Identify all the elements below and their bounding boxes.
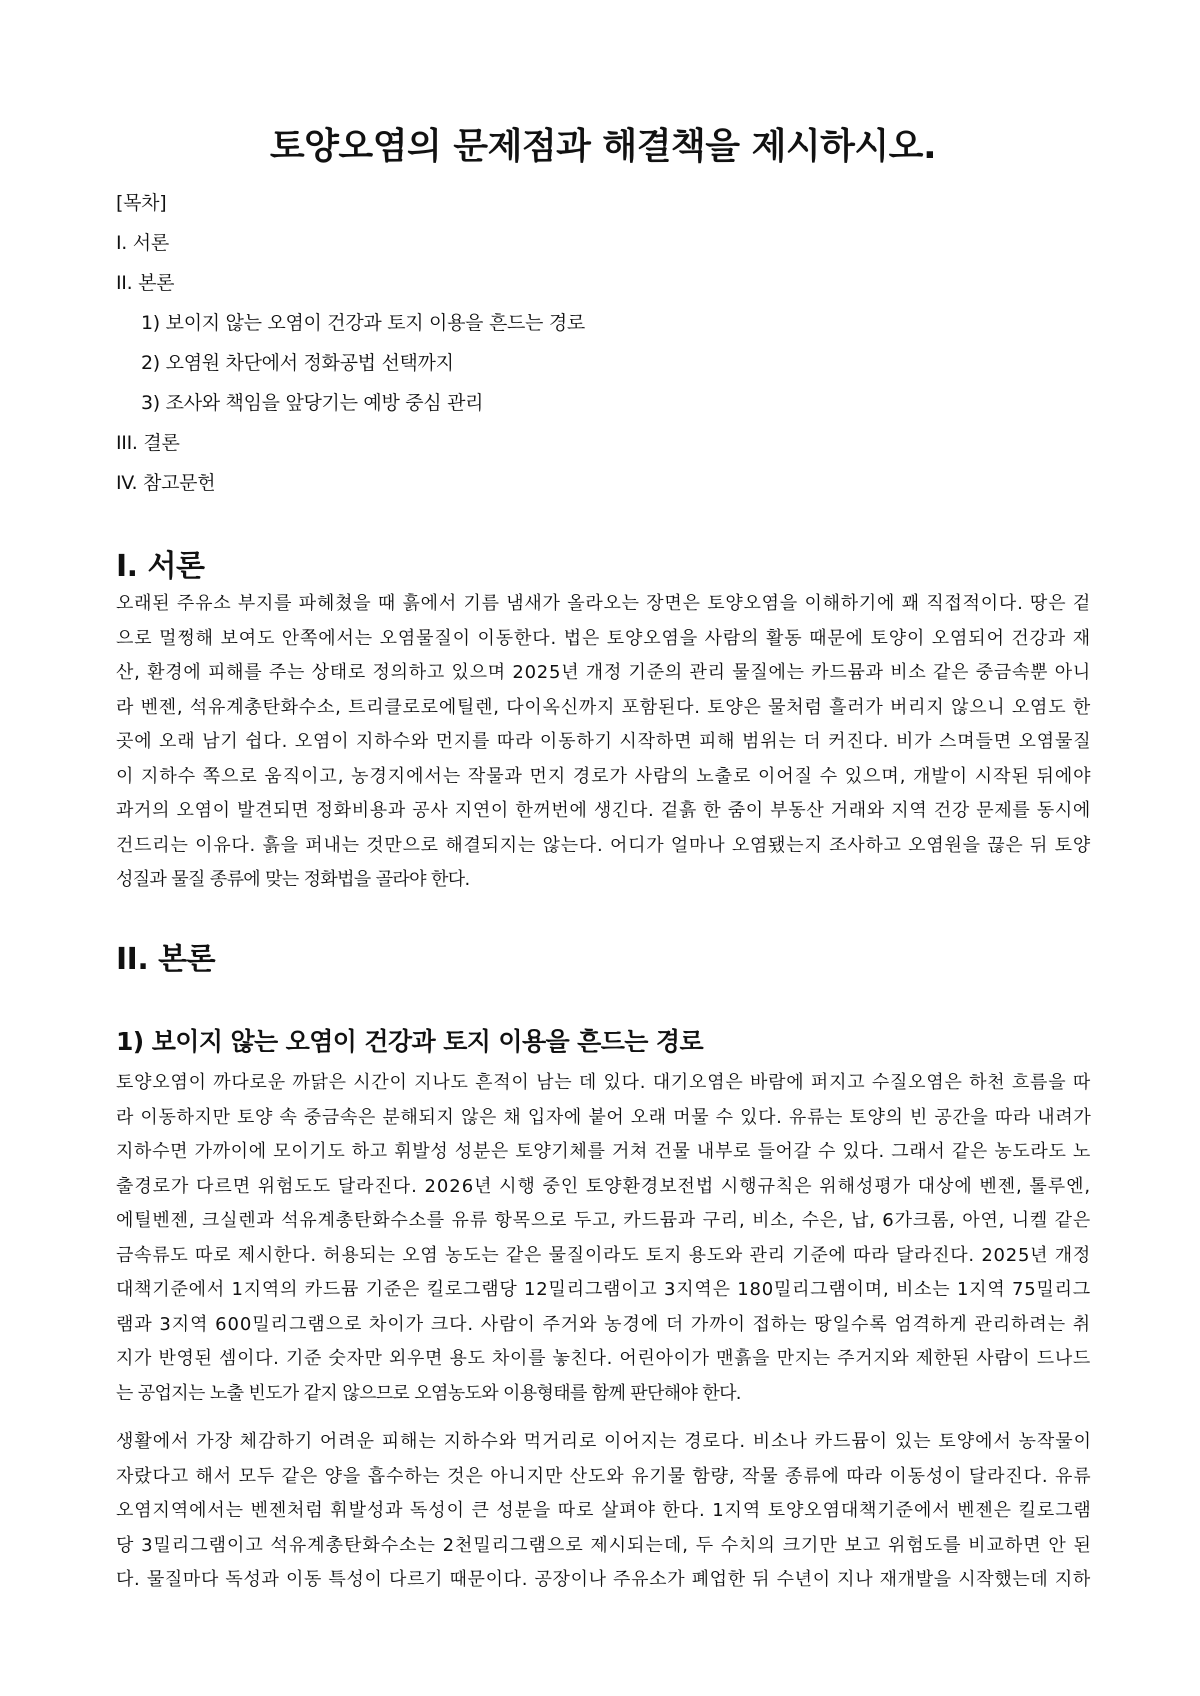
toc-heading: [목차] — [116, 192, 167, 214]
text-line: 금속류도 따로 제시한다. 허용되는 오염 농도는 같은 물질이라도 토지 용도와 관리 기준에 따라 달라진다. 2025년 개정 — [116, 1244, 1092, 1266]
body-paragraph-1 — [116, 1071, 1090, 1416]
text-line: 오래된 주유소 부지를 파헤쳤을 때 흙에서 기름 냄새가 올라오는 장면은 토양오염을 이해하기에 꽤 직접적이다. 땅은 겉 — [116, 593, 1091, 614]
text-line: 자랐다고 해서 모두 같은 양을 흡수하는 것은 아니지만 산도와 유기물 함량, 작물 종류에 따라 이동성이 달라진다. 유류 — [116, 1465, 1092, 1487]
text-line: 으로 멀쩡해 보여도 안쪽에서는 오염물질이 이동한다. 법은 토양오염을 사람의 활동 때문에 토양이 오염되어 건강과 재 — [116, 627, 1092, 649]
introduction-paragraph — [116, 592, 1090, 903]
text-line: 지하수면 가까이에 모이기도 하고 휘발성 성분은 토양기체를 거쳐 건물 내부로 들어갈 수 있다. 그래서 같은 농도라도 노 — [116, 1141, 1091, 1162]
text-line: 대책기준에서 1지역의 카드뮴 기준은 킬로그램당 12밀리그램이고 3지역은 180밀리그램이며, 비소는 1지역 75밀리그 — [116, 1279, 1091, 1300]
table-of-contents — [116, 191, 1090, 511]
toc-item: I. 서론 — [116, 232, 169, 254]
subsection-heading-1: 1) 보이지 않는 오염이 건강과 토지 이용을 흔드는 경로 — [116, 1027, 704, 1056]
toc-subitem: 3) 조사와 책임을 앞당기는 예방 중심 관리 — [141, 392, 484, 414]
section-heading-body: II. 본론 — [116, 942, 216, 977]
text-line: 토양오염이 까다로운 까닭은 시간이 지나도 흔적이 남는 데 있다. 대기오염은 바람에 퍼지고 수질오염은 하천 흐름을 따 — [116, 1072, 1091, 1093]
text-line: 산, 환경에 피해를 주는 상태로 정의하고 있으며 2025년 개정 기준의 관리 물질에는 카드뮴과 비소 같은 중금속뿐 아니 — [116, 662, 1092, 683]
body-paragraph-2 — [116, 1430, 1093, 1603]
text-line: 오염지역에서는 벤젠처럼 휘발성과 독성이 큰 성분을 따로 살펴야 한다. 1지역 토양오염대책기준에서 벤젠은 킬로그램 — [116, 1500, 1092, 1521]
document-title: 토양오염의 문제점과 해결책을 제시하시오. — [269, 126, 937, 167]
toc-subitem: 1) 보이지 않는 오염이 건강과 토지 이용을 흔드는 경로 — [141, 312, 585, 334]
text-line: 라 벤젠, 석유계총탄화수소, 트리클로로에틸렌, 다이옥신까지 포함된다. 토양은 물처럼 흘러가 버리지 않으니 오염도 한 — [116, 696, 1091, 718]
text-line: 과거의 오염이 발견되면 정화비용과 공사 지연이 한꺼번에 생긴다. 겉흙 한 줌이 부동산 거래와 지역 건강 문제를 동시에 — [116, 800, 1091, 821]
text-line: 지가 반영된 셈이다. 기준 숫자만 외우면 용도 차이를 놓친다. 어린아이가 맨흙을 만지는 주거지와 제한된 사람이 드나드 — [116, 1348, 1091, 1369]
text-line: 다. 물질마다 독성과 이동 특성이 다르기 때문이다. 공장이나 주유소가 폐업한 뒤 수년이 지나 재개발을 시작했는데 지하 — [116, 1569, 1091, 1590]
text-line: 에틸벤젠, 크실렌과 석유계총탄화수소를 유류 항목으로 두고, 카드뮴과 구리, 비소, 수은, 납, 6가크롬, 아연, 니켈 같은 — [116, 1210, 1092, 1231]
toc-item: II. 본론 — [116, 272, 175, 294]
text-line: 당 3밀리그램이고 석유계총탄화수소는 2천밀리그램으로 제시되는데, 두 수치의 크기만 보고 위험도를 비교하면 안 된 — [116, 1534, 1092, 1556]
text-line: 건드리는 이유다. 흙을 퍼내는 것만으로 해결되지는 않는다. 어디가 얼마나 오염됐는지 조사하고 오염원을 끊은 뒤 토양 — [116, 834, 1091, 856]
text-line: 성질과 물질 종류에 맞는 정화법을 골라야 한다. — [116, 869, 470, 890]
text-line: 라 이동하지만 토양 속 중금속은 분해되지 않은 채 입자에 붙어 오래 머물 수 있다. 유류는 토양의 빈 공간을 따라 내려가 — [116, 1106, 1092, 1128]
text-line: 곳에 오래 남기 쉽다. 오염이 지하수와 먼지를 따라 이동하기 시작하면 피해 범위는 더 커진다. 비가 스며들면 오염물질 — [116, 731, 1092, 752]
text-line: 이 지하수 쪽으로 움직이고, 농경지에서는 작물과 먼지 경로가 사람의 노출로 이어질 수 있으며, 개발이 시작된 뒤에야 — [116, 765, 1092, 787]
text-line: 출경로가 다르면 위험도도 달라진다. 2026년 시행 중인 토양환경보전법 시행규칙은 위해성평가 대상에 벤젠, 톨루엔, — [116, 1175, 1092, 1197]
text-line: 생활에서 가장 체감하기 어려운 피해는 지하수와 먹거리로 이어지는 경로다. 비소나 카드뮴이 있는 토양에서 농작물이 — [116, 1431, 1093, 1452]
text-line: 램과 3지역 600밀리그램으로 차이가 크다. 사람이 주거와 농경에 더 가까이 접하는 땅일수록 엄격하게 관리하려는 취 — [116, 1313, 1092, 1335]
text-line: 는 공업지는 노출 빈도가 같지 않으므로 오염농도와 이용형태를 함께 판단해야 한다. — [116, 1382, 741, 1404]
toc-subitem: 2) 오염원 차단에서 정화공법 선택까지 — [141, 352, 454, 374]
toc-item: IV. 참고문헌 — [116, 472, 216, 494]
toc-item: III. 결론 — [116, 432, 180, 454]
section-heading-introduction: I. 서론 — [116, 549, 205, 584]
